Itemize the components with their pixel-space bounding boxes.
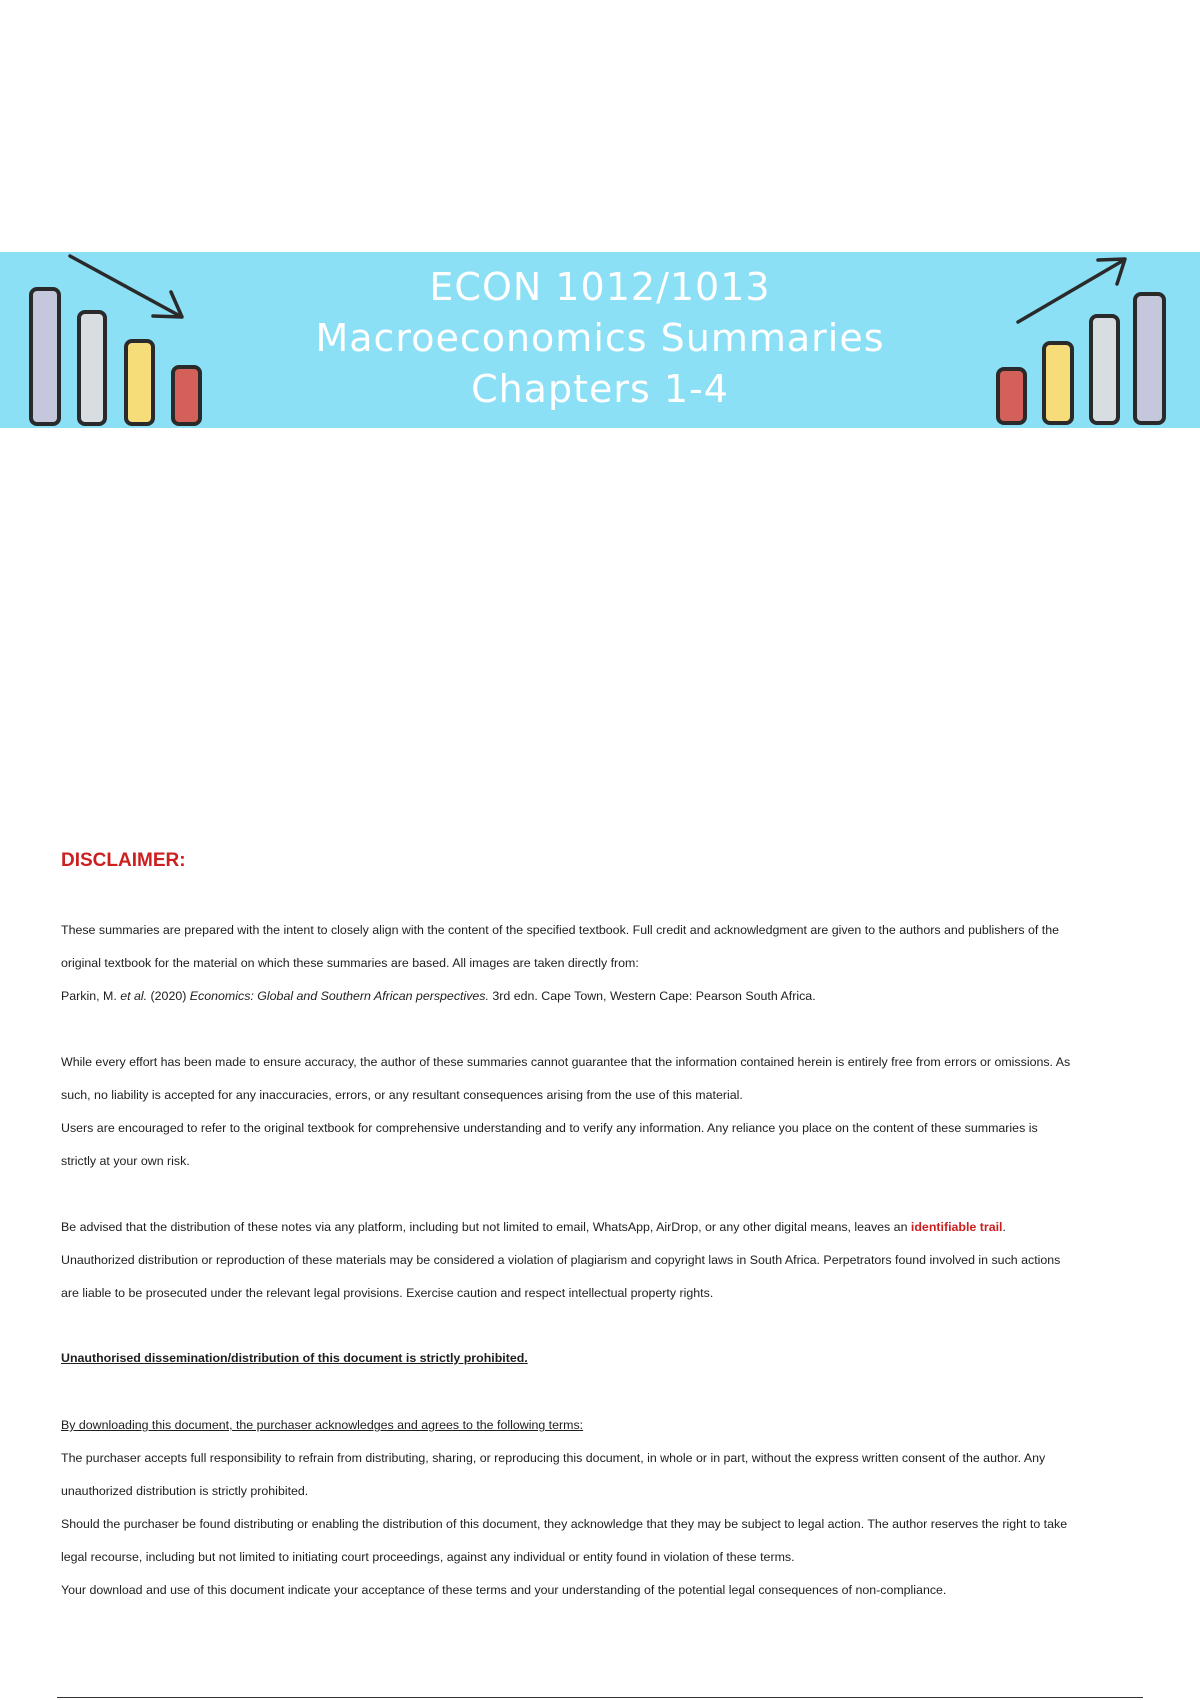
distribution-paragraph	[61, 1211, 1141, 1310]
citation-publisher: 3rd edn. Cape Town, Western Cape: Pearson South Africa.	[488, 989, 816, 1003]
accuracy-line: such, no liability is accepted for any inaccuracies, errors, or any resultant consequences arising from the use of this material.	[61, 1088, 743, 1102]
terms-intro: By downloading this document, the purchaser acknowledges and agrees to the following terms:	[61, 1418, 584, 1432]
distribution-line	[61, 1211, 1141, 1244]
declining-bar-chart-icon	[20, 246, 210, 432]
citation-year: (2020)	[147, 989, 190, 1003]
distribution-text-end: .	[1002, 1220, 1006, 1234]
credit-paragraph	[61, 914, 1141, 1013]
identifiable-trail-highlight: identifiable trail	[910, 1220, 1003, 1234]
distribution-line: are liable to be prosecuted under the relevant legal provisions. Exercise caution and respect intellectual property rights.	[61, 1286, 714, 1300]
credit-line: original textbook for the material on which these summaries are based. All images are taken directly from:	[61, 956, 639, 970]
distribution-text: Be advised that the distribution of these notes via any platform, including but not limited to email, WhatsApp, AirDrop, or any other digital means, leaves an	[61, 1220, 911, 1234]
citation-etal: et al.	[120, 989, 148, 1003]
title-course-code: ECON 1012/1013	[429, 265, 771, 309]
terms-line: Your download and use of this document indicate your acceptance of these terms and your understanding of the potential legal consequences of non-compliance.	[61, 1583, 947, 1597]
citation-title: Economics: Global and Southern African perspectives.	[189, 989, 489, 1003]
disclaimer-heading: DISCLAIMER:	[61, 850, 186, 871]
prohibited-notice: Unauthorised dissemination/distribution of this document is strictly prohibited.	[61, 1351, 528, 1365]
accuracy-line: While every effort has been made to ensure accuracy, the author of these summaries cannot guarantee that the information contained herein is entirely free from errors or omissions. As	[61, 1055, 1071, 1069]
title-subject: Macroeconomics Summaries	[315, 316, 885, 360]
terms-line: Should the purchaser be found distributing or enabling the distribution of this document, they acknowledge that they may be subject to legal action. The author reserves the right to take	[61, 1517, 1068, 1531]
credit-line: These summaries are prepared with the intent to closely align with the content of the specified textbook. Full credit and acknowledgment are given to the authors and publishers of the	[61, 923, 1060, 937]
accuracy-line: Users are encouraged to refer to the original textbook for comprehensive understanding and to verify any information. Any reliance you place on the content of these summaries is	[61, 1121, 1038, 1135]
terms-line: The purchaser accepts full responsibility to refrain from distributing, sharing, or reproducing this document, in whole or in part, without the express written consent of the author. Any	[61, 1451, 1046, 1465]
terms-line: legal recourse, including but not limited to initiating court proceedings, against any individual or entity found in violation of these terms.	[61, 1550, 795, 1564]
terms-line: unauthorized distribution is strictly prohibited.	[61, 1484, 309, 1498]
prohibited-notice-block	[61, 1342, 1141, 1375]
accuracy-paragraph	[61, 1046, 1141, 1178]
rising-bar-chart-icon	[992, 252, 1182, 428]
distribution-line: Unauthorized distribution or reproduction of these materials may be considered a violation of plagiarism and copyright laws in South Africa. Perpetrators found involved in such actions	[61, 1253, 1061, 1267]
citation-author: Parkin, M.	[61, 989, 121, 1003]
accuracy-line: strictly at your own risk.	[61, 1154, 190, 1168]
document-title	[250, 262, 950, 415]
terms-paragraph	[61, 1409, 1141, 1607]
title-chapters: Chapters 1-4	[471, 367, 729, 411]
citation	[61, 980, 1141, 1013]
bottom-divider	[57, 1697, 1143, 1698]
